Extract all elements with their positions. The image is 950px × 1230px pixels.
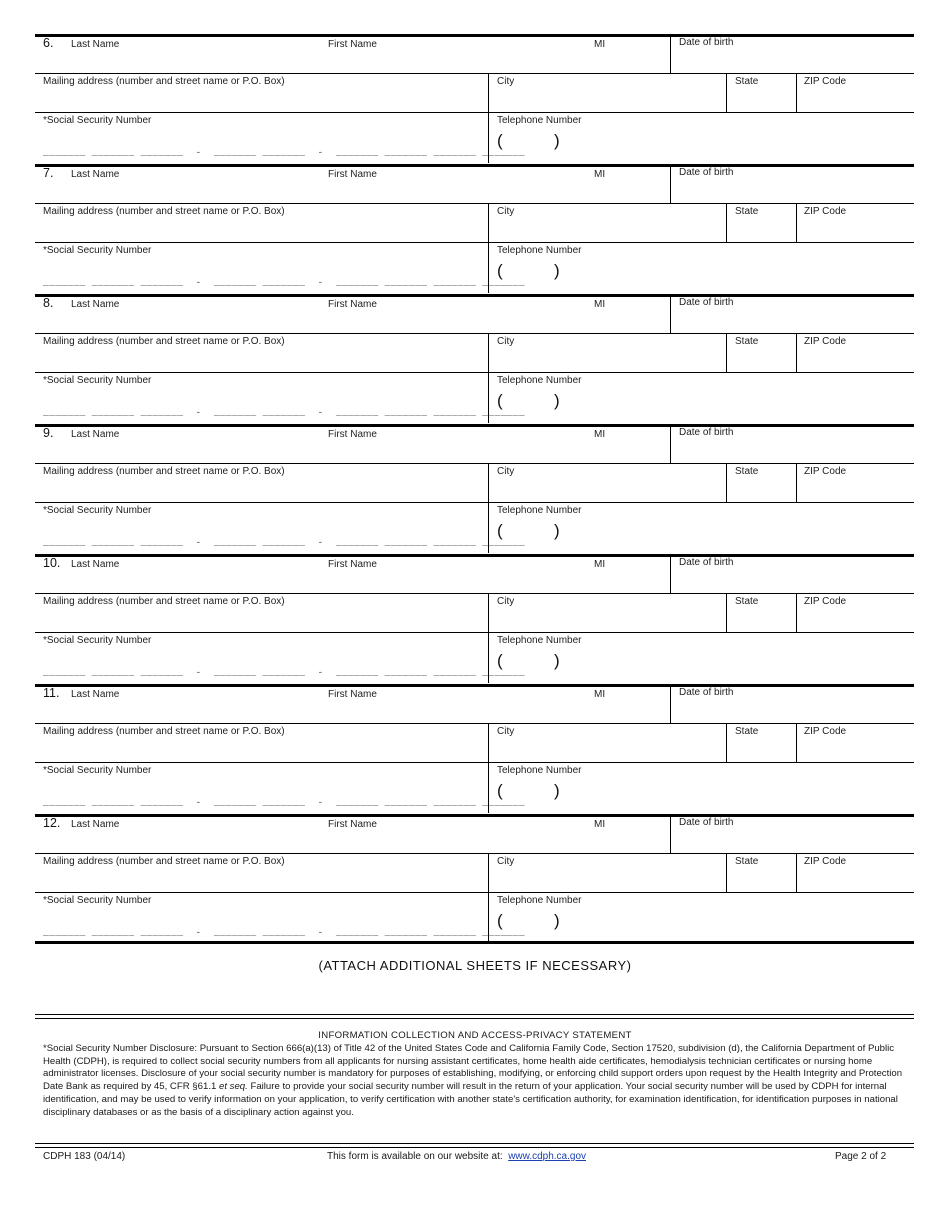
form-id: CDPH 183 (04/14) xyxy=(43,1151,126,1162)
dob-divider xyxy=(670,164,671,204)
mailing-address-label: Mailing address (number and street name or P.O. Box) xyxy=(43,596,285,607)
row-divider xyxy=(35,502,914,503)
mi-label: MI xyxy=(594,39,606,50)
first-name-label: First Name xyxy=(328,39,377,50)
row-divider xyxy=(35,723,914,724)
row-divider xyxy=(35,242,914,243)
row-divider xyxy=(35,203,914,204)
entry-top-rule xyxy=(35,684,914,687)
first-name-label: First Name xyxy=(328,299,377,310)
mailing-address-label: Mailing address (number and street name or P.O. Box) xyxy=(43,206,285,217)
phone-area-open: ( xyxy=(497,521,503,540)
phone-area-open: ( xyxy=(497,651,503,670)
entry-number: 11. xyxy=(43,686,60,700)
mi-label: MI xyxy=(594,819,606,830)
mi-label: MI xyxy=(594,299,606,310)
ssn-label: *Social Security Number xyxy=(43,765,152,776)
mailing-address-label: Mailing address (number and street name or P.O. Box) xyxy=(43,856,285,867)
statement-body-part1: *Social Security Number Disclosure: Pursuant to Section 666(a)(13) of Title 42 of the United States Code and California Family Code, Section 17520, subdivision (d), the California Department of Public Health (CDPH), is required to collect social security numbers from all applicants for nursing assistant certificates, home health aide certificates, hemodialysis technician certificates or nursing home administrator licenses. Disclosure of your social security number is mandatory for purposes of establishing, modifying, or enforcing child support orders upon request by the Health Integrity and Protection Date Bank as required by 45, CFR §61.1 xyxy=(43,1043,903,1093)
entry-number: 8. xyxy=(43,296,54,310)
zip-label: ZIP Code xyxy=(804,596,847,607)
phone-area-open: ( xyxy=(497,911,503,930)
zip-label: ZIP Code xyxy=(804,726,847,737)
state-label: State xyxy=(735,466,759,477)
last-name-label: Last Name xyxy=(71,819,120,830)
last-name-label: Last Name xyxy=(71,689,120,700)
ssn-blank-field[interactable]: _______ _______ _______ - _______ _______ - _______ _______ _______ _______ xyxy=(43,147,525,158)
dob-label: Date of birth xyxy=(679,297,734,308)
ssn-blank-field[interactable]: _______ _______ _______ - _______ _______ - _______ _______ _______ _______ xyxy=(43,927,525,938)
mi-label: MI xyxy=(594,429,606,440)
mi-label: MI xyxy=(594,689,606,700)
phone-area-open: ( xyxy=(497,261,503,280)
statement-top-rule-1 xyxy=(35,1014,914,1015)
phone-label: Telephone Number xyxy=(497,765,582,776)
zip-label: ZIP Code xyxy=(804,336,847,347)
applicant-entry-9 xyxy=(35,424,914,553)
ssn-label: *Social Security Number xyxy=(43,245,152,256)
statement-body xyxy=(43,1043,903,1119)
phone-area-close: ) xyxy=(554,781,560,800)
dob-divider xyxy=(670,814,671,854)
entries-bottom-rule xyxy=(35,941,914,944)
first-name-label: First Name xyxy=(328,169,377,180)
dob-label: Date of birth xyxy=(679,167,734,178)
state-label: State xyxy=(735,726,759,737)
dob-divider xyxy=(670,554,671,594)
applicant-entry-10 xyxy=(35,554,914,683)
dob-label: Date of birth xyxy=(679,687,734,698)
statement-body-italic: et seq. xyxy=(218,1081,248,1093)
city-label: City xyxy=(497,726,515,737)
phone-label: Telephone Number xyxy=(497,505,582,516)
ssn-label: *Social Security Number xyxy=(43,505,152,516)
website-link[interactable]: www.cdph.ca.gov xyxy=(508,1151,587,1162)
row-divider xyxy=(35,593,914,594)
city-label: City xyxy=(497,76,515,87)
phone-area-close: ) xyxy=(554,911,560,930)
footer-rule-1 xyxy=(35,1143,914,1144)
zip-label: ZIP Code xyxy=(804,206,847,217)
dob-label: Date of birth xyxy=(679,427,734,438)
mailing-address-label: Mailing address (number and street name or P.O. Box) xyxy=(43,76,285,87)
row-divider xyxy=(35,372,914,373)
first-name-label: First Name xyxy=(328,819,377,830)
last-name-label: Last Name xyxy=(71,39,120,50)
entry-number: 12. xyxy=(43,816,61,830)
city-label: City xyxy=(497,206,515,217)
phone-label: Telephone Number xyxy=(497,245,582,256)
dob-divider xyxy=(670,294,671,334)
zip-divider xyxy=(796,73,797,113)
zip-divider xyxy=(796,593,797,633)
phone-area-close: ) xyxy=(554,651,560,670)
mi-label: MI xyxy=(594,169,606,180)
ssn-label: *Social Security Number xyxy=(43,895,152,906)
footer-rule-2 xyxy=(35,1147,914,1148)
row-divider xyxy=(35,632,914,633)
dob-divider xyxy=(670,684,671,724)
row-divider xyxy=(35,333,914,334)
last-name-label: Last Name xyxy=(71,169,120,180)
state-label: State xyxy=(735,206,759,217)
applicant-entry-12 xyxy=(35,814,914,943)
entry-number: 10. xyxy=(43,556,61,570)
phone-label: Telephone Number xyxy=(497,115,582,126)
phone-label: Telephone Number xyxy=(497,375,582,386)
row-divider xyxy=(35,762,914,763)
last-name-label: Last Name xyxy=(71,429,120,440)
phone-label: Telephone Number xyxy=(497,895,582,906)
applicant-entry-6 xyxy=(35,34,914,163)
ssn-blank-field[interactable]: _______ _______ _______ - _______ _______ - _______ _______ _______ _______ xyxy=(43,277,525,288)
ssn-blank-field[interactable]: _______ _______ _______ - _______ _______ - _______ _______ _______ _______ xyxy=(43,797,525,808)
phone-area-close: ) xyxy=(554,131,560,150)
zip-label: ZIP Code xyxy=(804,76,847,87)
state-divider xyxy=(726,723,727,763)
phone-area-open: ( xyxy=(497,781,503,800)
state-divider xyxy=(726,593,727,633)
applicant-entry-11 xyxy=(35,684,914,813)
entry-number: 7. xyxy=(43,166,54,180)
phone-area-open: ( xyxy=(497,131,503,150)
state-divider xyxy=(726,203,727,243)
row-divider xyxy=(35,853,914,854)
phone-area-close: ) xyxy=(554,521,560,540)
city-label: City xyxy=(497,336,515,347)
availability-text: This form is available on our website at: xyxy=(327,1151,503,1162)
state-label: State xyxy=(735,856,759,867)
row-divider xyxy=(35,112,914,113)
dob-divider xyxy=(670,424,671,464)
attach-note: (ATTACH ADDITIONAL SHEETS IF NECESSARY) xyxy=(318,958,632,973)
statement-top-rule-2 xyxy=(35,1018,914,1019)
first-name-label: First Name xyxy=(328,559,377,570)
phone-area-open: ( xyxy=(497,391,503,410)
ssn-blank-field[interactable]: _______ _______ _______ - _______ _______ - _______ _______ _______ _______ xyxy=(43,407,525,418)
first-name-label: First Name xyxy=(328,689,377,700)
statement-body-part2: Failure to provide your social security number will result in the return of your application. Your social security number will be used by CDPH for internal identification, and may be used to verify information on your application, to verify certification with another state's certification authority, for examination identification, for identification purposes in national disciplinary databases or as the basis of a disciplinary action against you. xyxy=(43,1081,898,1118)
page-number: Page 2 of 2 xyxy=(835,1151,887,1162)
ssn-label: *Social Security Number xyxy=(43,635,152,646)
zip-label: ZIP Code xyxy=(804,466,847,477)
dob-label: Date of birth xyxy=(679,37,734,48)
phone-label: Telephone Number xyxy=(497,635,582,646)
applicant-entry-8 xyxy=(35,294,914,423)
entry-top-rule xyxy=(35,164,914,167)
entry-number: 6. xyxy=(43,36,54,50)
statement-title: INFORMATION COLLECTION AND ACCESS-PRIVACY STATEMENT xyxy=(318,1030,632,1041)
mailing-address-label: Mailing address (number and street name or P.O. Box) xyxy=(43,466,285,477)
zip-divider xyxy=(796,463,797,503)
zip-divider xyxy=(796,333,797,373)
dob-label: Date of birth xyxy=(679,817,734,828)
entry-top-rule xyxy=(35,814,914,817)
city-label: City xyxy=(497,466,515,477)
row-divider xyxy=(35,73,914,74)
entry-top-rule xyxy=(35,294,914,297)
state-label: State xyxy=(735,336,759,347)
entry-number: 9. xyxy=(43,426,54,440)
zip-divider xyxy=(796,723,797,763)
zip-divider xyxy=(796,853,797,893)
last-name-label: Last Name xyxy=(71,559,120,570)
phone-area-close: ) xyxy=(554,391,560,410)
dob-divider xyxy=(670,34,671,74)
ssn-blank-field[interactable]: _______ _______ _______ - _______ _______ - _______ _______ _______ _______ xyxy=(43,537,525,548)
mailing-address-label: Mailing address (number and street name or P.O. Box) xyxy=(43,336,285,347)
zip-divider xyxy=(796,203,797,243)
website-line xyxy=(327,1151,586,1162)
state-divider xyxy=(726,73,727,113)
entry-top-rule xyxy=(35,554,914,557)
zip-label: ZIP Code xyxy=(804,856,847,867)
row-divider xyxy=(35,463,914,464)
row-divider xyxy=(35,892,914,893)
mi-label: MI xyxy=(594,559,606,570)
city-label: City xyxy=(497,596,515,607)
first-name-label: First Name xyxy=(328,429,377,440)
entry-top-rule xyxy=(35,424,914,427)
mailing-address-label: Mailing address (number and street name or P.O. Box) xyxy=(43,726,285,737)
dob-label: Date of birth xyxy=(679,557,734,568)
ssn-blank-field[interactable]: _______ _______ _______ - _______ _______ - _______ _______ _______ _______ xyxy=(43,667,525,678)
applicant-entry-7 xyxy=(35,164,914,293)
ssn-label: *Social Security Number xyxy=(43,375,152,386)
state-divider xyxy=(726,853,727,893)
last-name-label: Last Name xyxy=(71,299,120,310)
state-divider xyxy=(726,333,727,373)
entry-top-rule xyxy=(35,34,914,37)
city-label: City xyxy=(497,856,515,867)
phone-area-close: ) xyxy=(554,261,560,280)
state-divider xyxy=(726,463,727,503)
ssn-label: *Social Security Number xyxy=(43,115,152,126)
state-label: State xyxy=(735,596,759,607)
state-label: State xyxy=(735,76,759,87)
